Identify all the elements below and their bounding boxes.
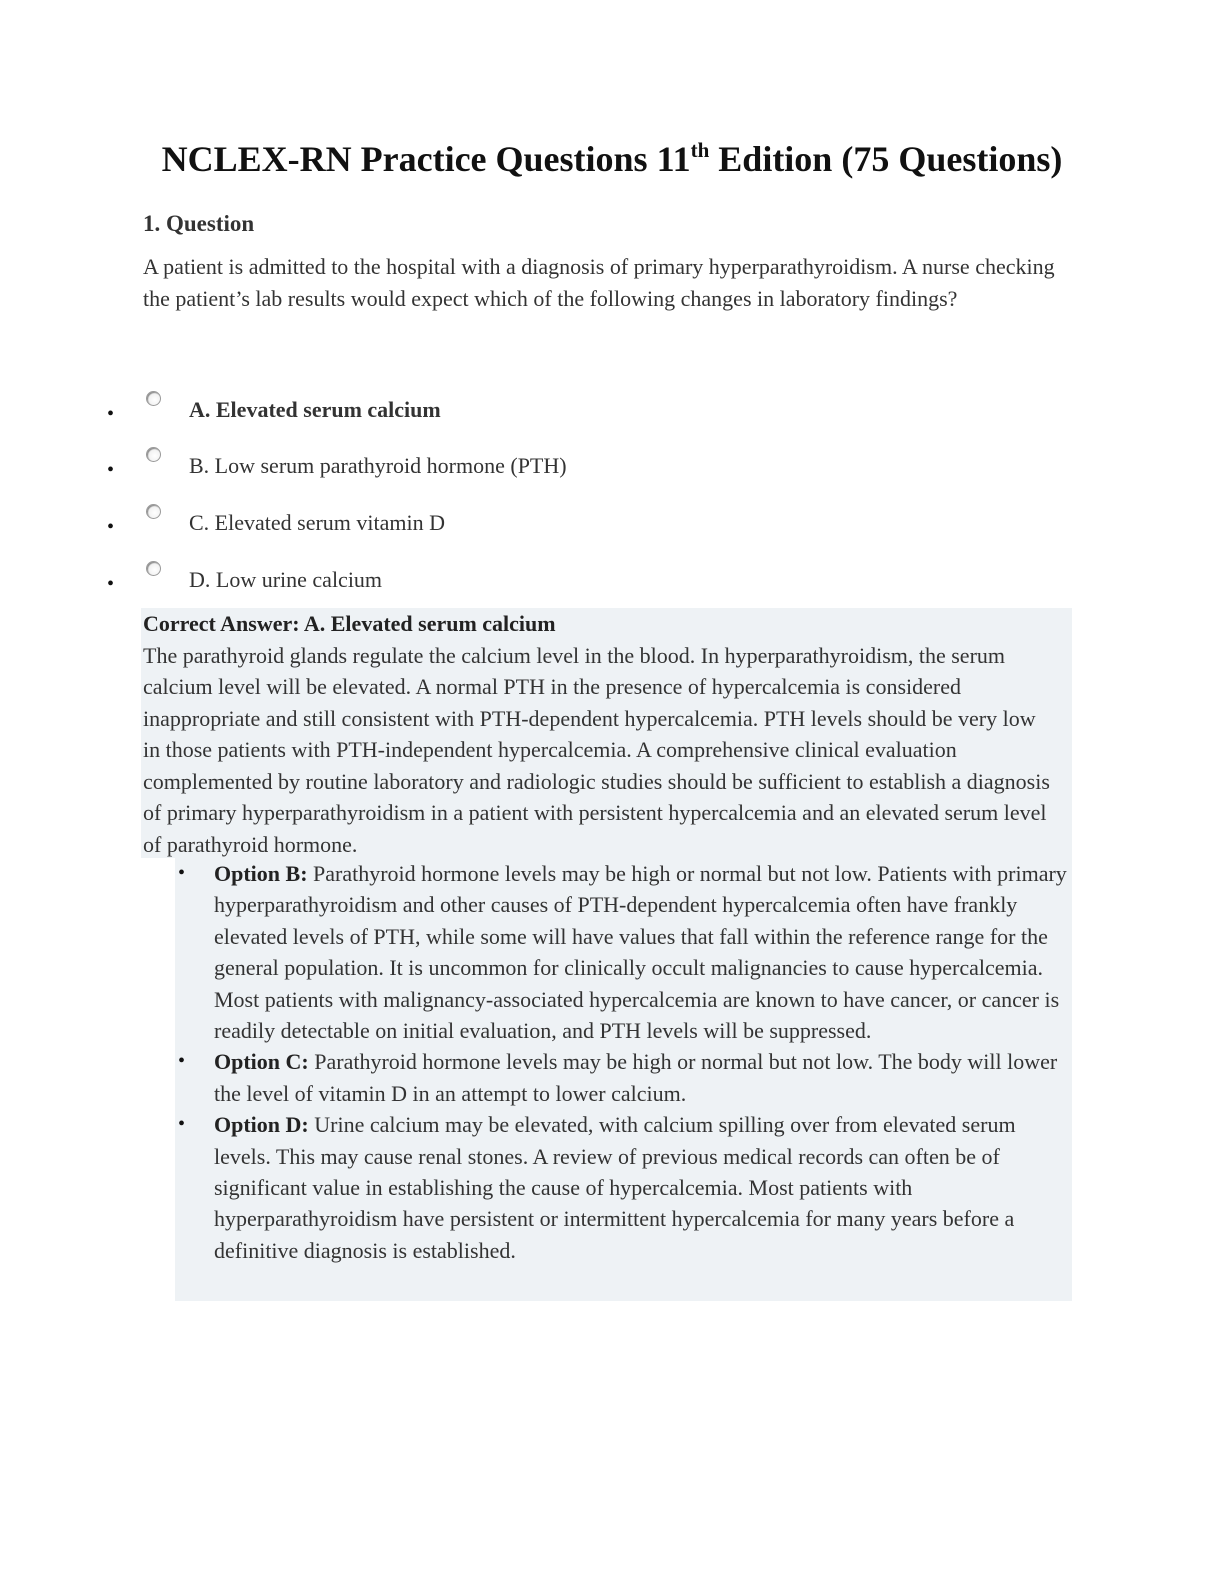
option-c-label: C. Elevated serum vitamin D: [189, 510, 445, 535]
title-main: NCLEX-RN Practice Questions 11: [161, 139, 691, 179]
bullet-icon: •: [107, 516, 115, 538]
rationale-panel: [175, 858, 1072, 1301]
rationale-option-d: [175, 1109, 1072, 1266]
rationale-option-b: [175, 858, 1072, 1046]
radio-button-icon[interactable]: [146, 561, 161, 576]
option-a-label: A. Elevated serum calcium: [189, 397, 441, 422]
rationale-option-c-text: Parathyroid hormone levels may be high or normal but not low. The body will lower the level of vitamin D in an attempt to lower calcium.: [214, 1049, 1058, 1106]
rationale-option-b-name: Option B:: [214, 861, 308, 886]
bullet-icon: •: [107, 459, 115, 481]
question-text: A patient is admitted to the hospital with a diagnosis of primary hyperparathyroidism. A nurse checking the patient’s lab results would expect which of the following changes in laboratory findings?: [143, 254, 1055, 311]
option-b[interactable]: [0, 450, 1224, 486]
correct-answer-panel: [141, 608, 1072, 858]
title-rest: Edition (75 Questions): [709, 139, 1063, 179]
title-superscript: th: [690, 138, 710, 162]
rationale-option-d-name: Option D:: [214, 1112, 309, 1138]
rationale-option-d-text: Urine calcium may be elevated, with calcium spilling over from elevated serum levels. This may cause renal stones. A review of previous medical records can often be of significant value in establishing the cause of hypercalcemia. Most patients with hyperparathyroidism have persistent or intermittent hypercalcemia for many years before a definitive diagnosis is established.: [214, 1112, 1016, 1263]
radio-button-icon[interactable]: [146, 447, 161, 462]
option-c[interactable]: [0, 507, 1224, 543]
option-d-label: D. Low urine calcium: [189, 567, 383, 592]
question-heading: 1. Question: [143, 211, 255, 236]
option-b-label: B. Low serum parathyroid hormone (PTH): [189, 453, 567, 478]
rationale-option-c: [175, 1046, 1072, 1109]
bullet-icon: •: [107, 403, 115, 425]
option-a[interactable]: [0, 394, 1224, 430]
option-d[interactable]: [0, 564, 1224, 600]
correct-answer-heading: Correct Answer: A. Elevated serum calcium: [143, 611, 556, 636]
rationale-option-b-text: Parathyroid hormone levels may be high or normal but not low. Patients with primary hyperparathyroidism and other causes of PTH-dependent hypercalcemia often have frankly elevated levels of PTH, while some will have values that fall within the reference range for the general population. It is uncommon for clinically occult malignancies to cause hypercalcemia. Most patients with malignancy-associated hypercalcemia are known to have cancer, or cancer is readily detectable on initial evaluation, and PTH levels will be suppressed.: [214, 861, 1067, 1044]
document-title: [0, 138, 1224, 181]
answer-explanation: The parathyroid glands regulate the calcium level in the blood. In hyperparathyroidism, the serum calcium level will be elevated. A normal PTH in the presence of hypercalcemia is considered inappropriate and still consistent with PTH-dependent hypercalcemia. PTH levels should be very low in those patients with PTH-independent hypercalcemia. A comprehensive clinical evaluation complemented by routine laboratory and radiologic studies should be sufficient to establish a diagnosis of primary hyperparathyroidism in a patient with persistent hypercalcemia and an elevated serum level of parathyroid hormone.: [143, 642, 1050, 857]
radio-button-icon[interactable]: [146, 504, 161, 519]
bullet-icon: •: [107, 573, 115, 595]
rationale-list: [175, 858, 1072, 1266]
rationale-option-c-name: Option C:: [214, 1049, 309, 1075]
radio-button-icon[interactable]: [146, 391, 161, 406]
